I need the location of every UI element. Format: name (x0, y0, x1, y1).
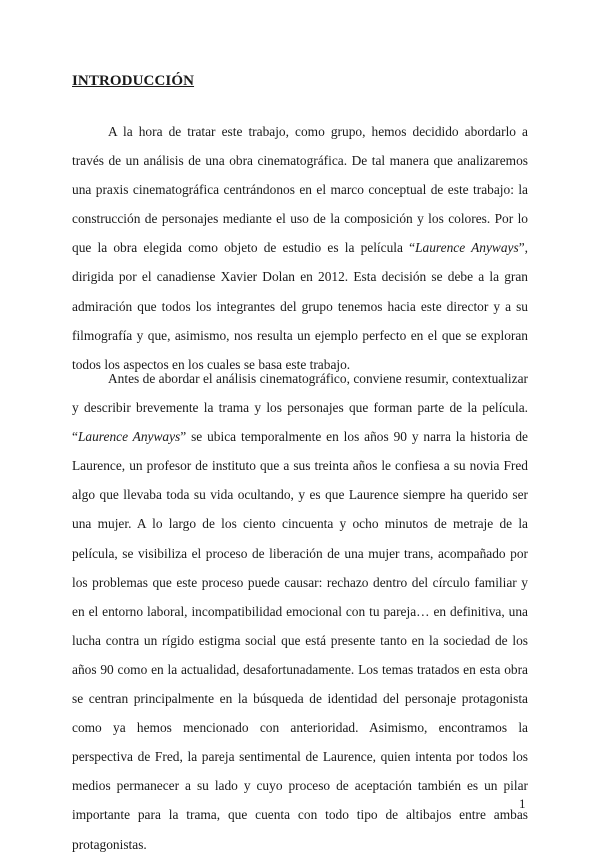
page-number: 1 (519, 796, 526, 811)
paragraph-text: ” se ubica temporalmente en los años 90 y narra la historia de Laurence, un profesor de instituto que a sus treinta años le confiesa a su novia Fred algo que llevaba toda su vida ocultando, y es que Laurence siempre ha querido ser una mujer. A lo largo de los ciento cincuenta y ocho minutos de metraje de la película, se visibiliza el proceso de liberación de una mujer trans, acompañado por los problemas que este proceso puede causar: rechazo dentro del círculo familiar y en el entorno laboral, incompatibilidad emocional con tu pareja… en definitiva, una lucha contra un rígido estigma social que está presente tanto en la sociedad de los años 90 como en la actualidad, desafortunadamente. Los temas tratados en esta obra se centran principalmente en la búsqueda de identidad del personaje protagonista como ya hemos mencionado con anterioridad. Asimismo, encontramos la perspectiva de Fred, la pareja sentimental de Laurence, quien intenta por todos los medios permanecer a su lado y cuyo proceso de aceptación también es un pilar importante para la trama, que cuenta con todo tipo de altibajos entre ambas protagonistas. (72, 429, 528, 852)
paragraph-text: ”, dirigida por el canadiense Xavier Dolan en 2012. Esta decisión se debe a la gran admiración que todos los integrantes del grupo tenemos hacia este director y a su filmografía y que, asimismo, nos resulta un ejemplo perfecto en el que se exploran todos los aspectos en los cuales se basa este trabajo. (72, 240, 528, 372)
paragraph-text: A la hora de tratar este trabajo, como grupo, hemos decidido abordarlo a través de un análisis de una obra cinematográfica. De tal manera que analizaremos una praxis cinematográfica centrándonos en el marco conceptual de este trabajo: la construcción de personajes mediante el uso de la composición y los colores. Por lo que la obra elegida como objeto de estudio es la película “ (72, 124, 528, 256)
film-title: Laurence Anyways (415, 240, 519, 256)
section-heading: INTRODUCCIÓN (72, 73, 195, 89)
paragraph-introduction (72, 117, 528, 379)
film-title: Laurence Anyways (77, 429, 181, 445)
paragraph-synopsis (72, 364, 528, 859)
paragraph-text: Antes de abordar el análisis cinematográfico, conviene resumir, contextualizar y describir brevemente la trama y los personajes que forman parte de la película. “ (72, 371, 528, 445)
